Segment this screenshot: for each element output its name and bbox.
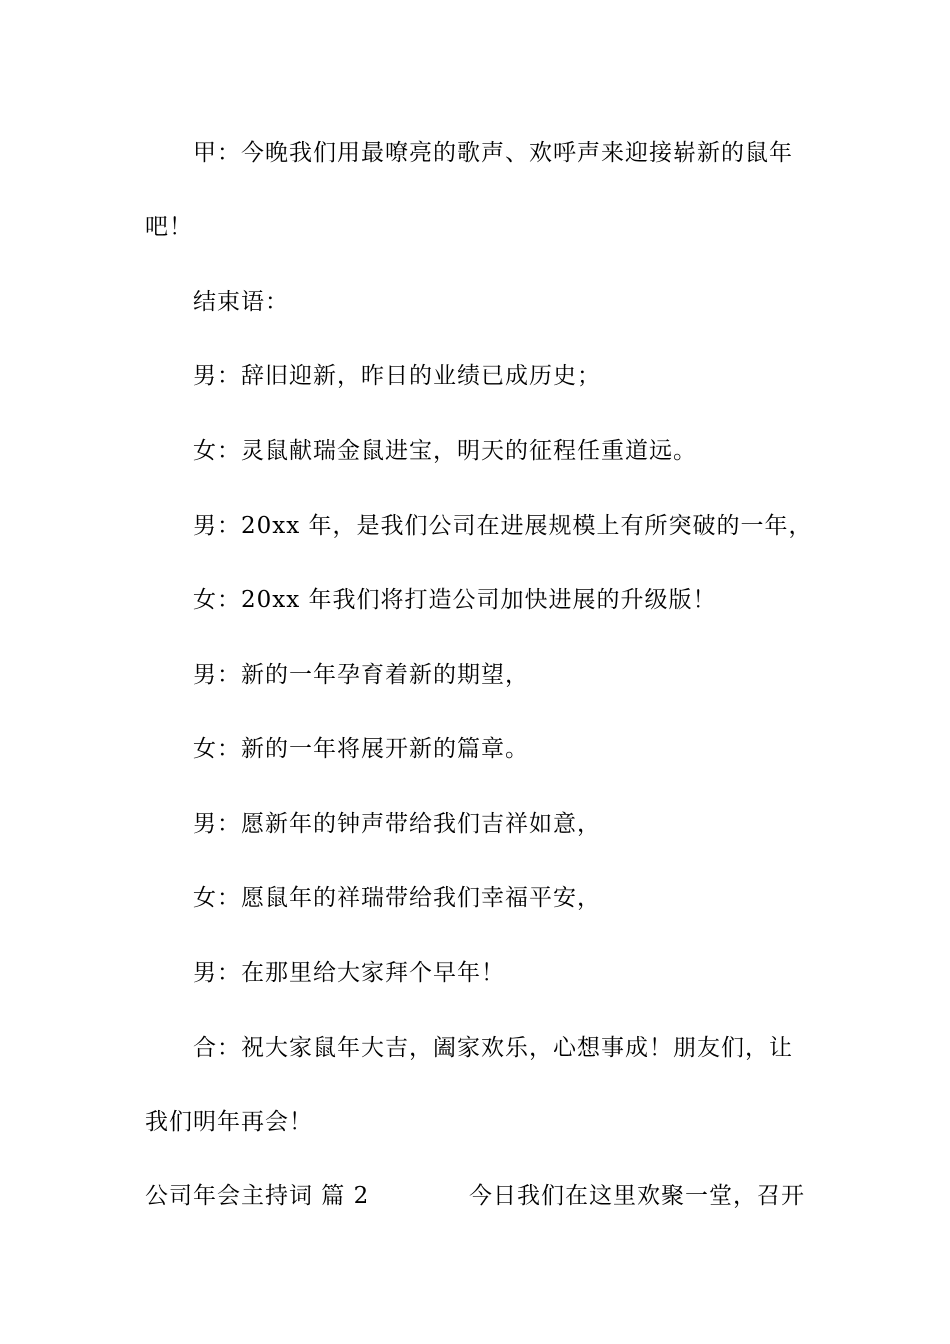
paragraph-line: 男：新的一年孕育着新的期望， [193,662,529,688]
paragraph-line: 女：20xx 年我们将打造公司加快进展的升级版！ [193,587,717,613]
paragraph-line: 女：愿鼠年的祥瑞带给我们幸福平安， [193,885,601,911]
paragraph-line: 结束语： [193,289,289,315]
paragraph-line: 男：在那里给大家拜个早年！ [193,960,505,986]
paragraph-line: 我们明年再会！ [145,1109,313,1135]
paragraph-line: 男：辞旧迎新，昨日的业绩已成历史； [193,363,601,389]
paragraph-line: 男：愿新年的钟声带给我们吉祥如意， [193,811,601,837]
section-heading-row [145,1181,805,1211]
paragraph-line: 女：灵鼠献瑞金鼠进宝，明天的征程任重道远。 [193,438,697,464]
section-heading: 公司年会主持词 篇 2 [145,1183,370,1209]
paragraph-line: 男：20xx 年，是我们公司在进展规模上有所突破的一年， [193,513,813,539]
paragraph-line: 吧！ [145,214,193,240]
paragraph-line: 合：祝大家鼠年大吉，阖家欢乐，心想事成！朋友们，让 [193,1035,793,1061]
paragraph-line: 女：新的一年将展开新的篇章。 [193,736,529,762]
paragraph-line: 甲：今晚我们用最嘹亮的歌声、欢呼声来迎接崭新的鼠年 [193,140,793,166]
section-first-line: 今日我们在这里欢聚一堂，召开 [469,1183,805,1209]
